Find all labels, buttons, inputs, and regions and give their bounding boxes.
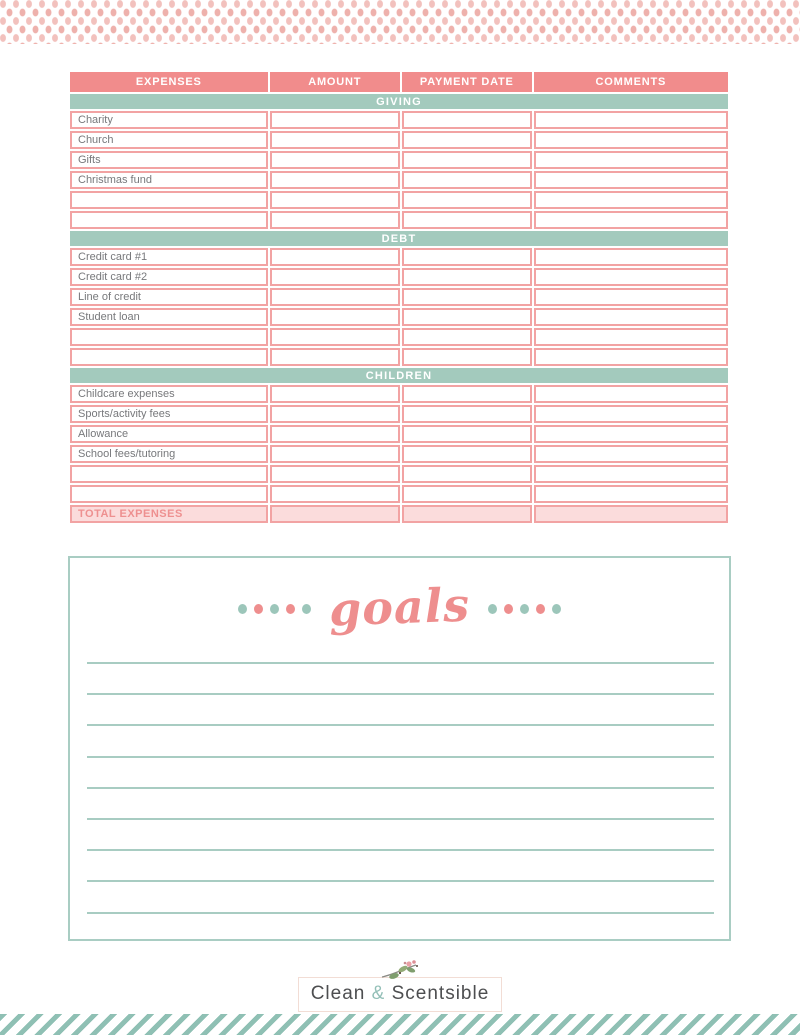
amount-cell bbox=[270, 425, 400, 443]
ruled-line bbox=[87, 880, 714, 882]
payment-date-cell bbox=[402, 131, 532, 149]
payment-date-cell bbox=[402, 191, 532, 209]
expense-label-cell: Charity bbox=[70, 111, 268, 129]
expense-row bbox=[70, 171, 728, 189]
column-header-row bbox=[70, 72, 728, 92]
comments-cell bbox=[534, 465, 728, 483]
expense-label-cell: Line of credit bbox=[70, 288, 268, 306]
expense-row bbox=[70, 211, 728, 229]
expense-label-cell bbox=[70, 211, 268, 229]
section-row bbox=[70, 231, 728, 246]
comments-cell bbox=[534, 171, 728, 189]
ruled-line bbox=[87, 756, 714, 758]
amount-cell bbox=[270, 131, 400, 149]
section-row bbox=[70, 368, 728, 383]
expense-row bbox=[70, 268, 728, 286]
payment-date-cell bbox=[402, 171, 532, 189]
budget-table bbox=[68, 70, 730, 525]
brand-part2: Scentsible bbox=[391, 983, 490, 1004]
comments-cell bbox=[534, 505, 728, 523]
comments-cell bbox=[534, 485, 728, 503]
accent-dot-icon bbox=[488, 604, 497, 614]
accent-dot-icon bbox=[504, 604, 513, 614]
column-header: PAYMENT DATE bbox=[402, 72, 532, 92]
accent-dot-icon bbox=[552, 604, 561, 614]
amount-cell bbox=[270, 248, 400, 266]
comments-cell bbox=[534, 328, 728, 346]
payment-date-cell bbox=[402, 308, 532, 326]
total-expenses-row bbox=[70, 505, 728, 523]
payment-date-cell bbox=[402, 348, 532, 366]
amount-cell bbox=[270, 151, 400, 169]
expense-label-cell: Church bbox=[70, 131, 268, 149]
ruled-line bbox=[87, 724, 714, 726]
expense-row bbox=[70, 385, 728, 403]
goals-dots-right bbox=[484, 601, 564, 619]
amount-cell bbox=[270, 465, 400, 483]
expense-label-cell bbox=[70, 191, 268, 209]
section-row bbox=[70, 94, 728, 109]
accent-dot-icon bbox=[536, 604, 545, 614]
payment-date-cell bbox=[402, 445, 532, 463]
brand-name bbox=[311, 983, 490, 1004]
column-header: AMOUNT bbox=[270, 72, 400, 92]
column-header: COMMENTS bbox=[534, 72, 728, 92]
ruled-line bbox=[87, 787, 714, 789]
expense-label-cell: Credit card #2 bbox=[70, 268, 268, 286]
comments-cell bbox=[534, 248, 728, 266]
goals-title bbox=[70, 572, 729, 648]
amount-cell bbox=[270, 445, 400, 463]
budget-table-container bbox=[68, 70, 730, 525]
accent-dot-icon bbox=[286, 604, 295, 614]
comments-cell bbox=[534, 385, 728, 403]
amount-cell bbox=[270, 288, 400, 306]
payment-date-cell bbox=[402, 288, 532, 306]
amount-cell bbox=[270, 485, 400, 503]
amount-cell bbox=[270, 211, 400, 229]
expense-label-cell: Student loan bbox=[70, 308, 268, 326]
ruled-line bbox=[87, 818, 714, 820]
expense-label-cell: Childcare expenses bbox=[70, 385, 268, 403]
amount-cell bbox=[270, 385, 400, 403]
amount-cell bbox=[270, 191, 400, 209]
polka-dot-band bbox=[0, 0, 800, 44]
accent-dot-icon bbox=[302, 604, 311, 614]
comments-cell bbox=[534, 191, 728, 209]
expense-row bbox=[70, 485, 728, 503]
payment-date-cell bbox=[402, 505, 532, 523]
payment-date-cell bbox=[402, 385, 532, 403]
amount-cell bbox=[270, 111, 400, 129]
amount-cell bbox=[270, 308, 400, 326]
brand-box bbox=[298, 977, 503, 1012]
accent-dot-icon bbox=[254, 604, 263, 614]
section-header: CHILDREN bbox=[70, 368, 728, 383]
payment-date-cell bbox=[402, 248, 532, 266]
ruled-line bbox=[87, 912, 714, 914]
payment-date-cell bbox=[402, 485, 532, 503]
expense-label-cell: Sports/activity fees bbox=[70, 405, 268, 423]
expense-label-cell bbox=[70, 485, 268, 503]
payment-date-cell bbox=[402, 465, 532, 483]
expense-label-cell: Allowance bbox=[70, 425, 268, 443]
diagonal-stripes-band bbox=[0, 1014, 800, 1035]
expense-row bbox=[70, 445, 728, 463]
expense-label-cell bbox=[70, 465, 268, 483]
section-header: DEBT bbox=[70, 231, 728, 246]
comments-cell bbox=[534, 111, 728, 129]
expense-row bbox=[70, 131, 728, 149]
expense-row bbox=[70, 308, 728, 326]
payment-date-cell bbox=[402, 405, 532, 423]
column-header: EXPENSES bbox=[70, 72, 268, 92]
payment-date-cell bbox=[402, 211, 532, 229]
goals-heading: goals bbox=[328, 577, 471, 637]
payment-date-cell bbox=[402, 111, 532, 129]
expense-row bbox=[70, 288, 728, 306]
comments-cell bbox=[534, 425, 728, 443]
payment-date-cell bbox=[402, 151, 532, 169]
amount-cell bbox=[270, 328, 400, 346]
payment-date-cell bbox=[402, 268, 532, 286]
floral-sprig-icon bbox=[378, 957, 422, 983]
accent-dot-icon bbox=[238, 604, 247, 614]
brand-part1: Clean bbox=[310, 983, 366, 1004]
expense-row bbox=[70, 191, 728, 209]
expense-row bbox=[70, 465, 728, 483]
payment-date-cell bbox=[402, 425, 532, 443]
comments-cell bbox=[534, 151, 728, 169]
expense-label-cell bbox=[70, 348, 268, 366]
expense-row bbox=[70, 425, 728, 443]
comments-cell bbox=[534, 405, 728, 423]
amount-cell bbox=[270, 348, 400, 366]
expense-row bbox=[70, 328, 728, 346]
section-header: GIVING bbox=[70, 94, 728, 109]
expense-label-cell bbox=[70, 328, 268, 346]
brand-ampersand: & bbox=[371, 983, 386, 1004]
expense-label-cell: School fees/tutoring bbox=[70, 445, 268, 463]
comments-cell bbox=[534, 131, 728, 149]
expense-label-cell: Christmas fund bbox=[70, 171, 268, 189]
expense-row bbox=[70, 151, 728, 169]
budget-table-body bbox=[70, 72, 728, 523]
ruled-line bbox=[87, 662, 714, 664]
expense-row bbox=[70, 248, 728, 266]
expense-row bbox=[70, 111, 728, 129]
comments-cell bbox=[534, 348, 728, 366]
comments-cell bbox=[534, 288, 728, 306]
comments-cell bbox=[534, 308, 728, 326]
comments-cell bbox=[534, 211, 728, 229]
footer-logo bbox=[0, 956, 800, 1012]
accent-dot-icon bbox=[520, 604, 529, 614]
accent-dot-icon bbox=[270, 604, 279, 614]
ruled-line bbox=[87, 693, 714, 695]
expense-row bbox=[70, 405, 728, 423]
comments-cell bbox=[534, 445, 728, 463]
goals-dots-left bbox=[235, 601, 315, 619]
expense-label-cell: Credit card #1 bbox=[70, 248, 268, 266]
ruled-line bbox=[87, 849, 714, 851]
amount-cell bbox=[270, 268, 400, 286]
expense-label-cell: Gifts bbox=[70, 151, 268, 169]
amount-cell bbox=[270, 505, 400, 523]
expense-row bbox=[70, 348, 728, 366]
payment-date-cell bbox=[402, 328, 532, 346]
goals-box bbox=[68, 556, 731, 941]
amount-cell bbox=[270, 171, 400, 189]
amount-cell bbox=[270, 405, 400, 423]
comments-cell bbox=[534, 268, 728, 286]
total-expenses-label: TOTAL EXPENSES bbox=[70, 505, 268, 523]
